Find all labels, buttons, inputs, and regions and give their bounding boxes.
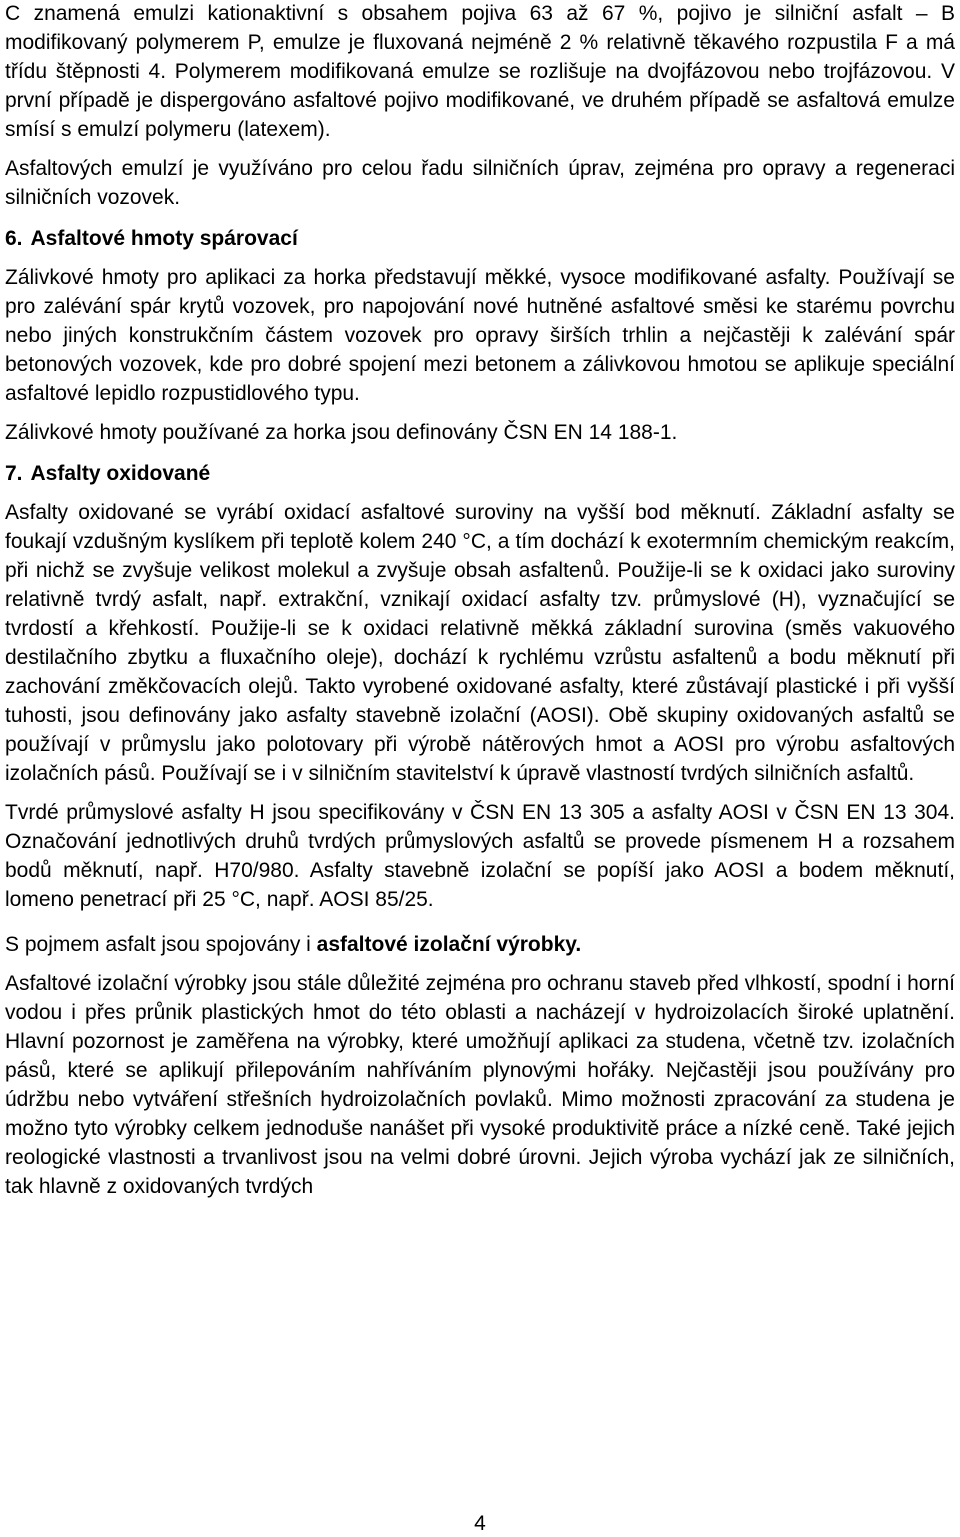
section-7-title: Asfalty oxidované bbox=[30, 462, 211, 485]
intro-lead-text: S pojmem asfalt jsou spojovány i bbox=[5, 933, 317, 956]
paragraph-sealants: Zálivkové hmoty pro aplikaci za horka představují měkké, vysoce modifikované asfalty. Používají se pro zalévání spár krytů vozovek, pro napojování nové hutněné asfaltové směsi ke starému povrchu nebo jiných konstrukčním částem vozovek pro opravy širších trhlin a nejčastěji k zalévání spár betonových vozovek, kde pro dobré spojení mezi betonem a zálivkovou hmotou se aplikuje speciální asfaltové lepidlo rozpustidlového typu. bbox=[5, 266, 955, 405]
page-number: 4 bbox=[474, 1512, 486, 1535]
section-6-heading bbox=[5, 224, 955, 253]
paragraph-insulation-products-intro bbox=[5, 930, 955, 959]
document-page bbox=[5, 0, 955, 1201]
intro-bold-term: asfaltové izolační výrobky. bbox=[316, 933, 582, 956]
paragraph-insulation-products: Asfaltové izolační výrobky jsou stále důležité zejména pro ochranu staveb před vlhkostí, spodní i horní vodou i přes průnik plastických hmot do této oblasti a nacházejí v hydroizolacích široké uplatnění. Hlavní pozornost je zaměřena na výrobky, které umožňují aplikaci za studena, včetně tzv. izolačních pásů, které se aplikují přilepováním nahříváním plynovými hořáky. Nejčastěji jsou používány pro údržbu nebo vytváření střešních hydroizolačních povlaků. Mimo možnosti zpracování za studena je možno tyto výrobky celkem jednoduše nanášet při vysoké produktivitě práce a nízké ceně. Také jejich reologické vlastnosti a trvanlivost jsou na velmi dobré úrovni. Jejich výroba vychází jak ze silničních, tak hlavně z oxidovaných tvrdých bbox=[5, 972, 955, 1198]
section-7-heading bbox=[5, 459, 955, 488]
paragraph-emulsion-usage: Asfaltových emulzí je využíváno pro celou řadu silničních úprav, zejména pro opravy a regeneraci silničních vozovek. bbox=[5, 157, 955, 209]
paragraph-hard-asphalt-standards: Tvrdé průmyslové asfalty H jsou specifikovány v ČSN EN 13 305 a asfalty AOSI v ČSN EN 13 304. Označování jednotlivých druhů tvrdých průmyslových asfaltů se provede písmenem H a rozsahem bodů měknutí, např. H70/980. Asfalty stavebně izolační se popíší jako AOSI a bodem měknutí, lomeno penetrací při 25 °C, např. AOSI 85/25. bbox=[5, 801, 955, 911]
paragraph-emulsion-definition: C znamená emulzi kationaktivní s obsahem pojiva 63 až 67 %, pojivo je silniční asfalt – B modifikovaný polymerem P, emulze je fluxovaná nejméně 2 % relativně těkavého rozpustila F a má třídu štěpnosti 4. Polymerem modifikovaná emulze se rozlišuje na dvojfázovou nebo trojfázovou. V první případě je dispergováno asfaltové pojivo modifikované, ve druhém případě se asfaltová emulze smísí s emulzí polymeru (latexem). bbox=[5, 2, 955, 141]
paragraph-sealants-standard: Zálivkové hmoty používané za horka jsou definovány ČSN EN 14 188-1. bbox=[5, 421, 678, 444]
section-6-number: 6. bbox=[5, 227, 23, 250]
section-6-title: Asfaltové hmoty spárovací bbox=[30, 227, 298, 250]
paragraph-oxidized-asphalt: Asfalty oxidované se vyrábí oxidací asfaltové suroviny na vyšší bod měknutí. Základní asfalty se foukají vzdušným kyslíkem při teplotě kolem 240 °C, a tím dochází k exotermním chemickým reakcím, při nichž se zvyšuje velikost molekul a zvyšuje obsah asfaltenů. Použije-li se k oxidaci jako suroviny relativně tvrdý asfalt, např. extrakční, vznikají oxidací asfalty tzv. průmyslové (H), vyznačující se tvrdostí a křehkostí. Použije-li se k oxidaci relativně měkká základní surovina (směs vakuového destilačního zbytku a fluxačního oleje), dochází k rychlému vzrůstu asfaltenů a bodu měknutí při zachování změkčovacích olejů. Takto vyrobené oxidované asfalty, které zůstávají plastické i při vyšší tuhosti, jsou definovány jako asfalty stavebně izolační (AOSI). Obě skupiny oxidovaných asfaltů se používají v průmyslu jako polotovary při výrobě nátěrových hmot a AOSI pro výrobu asfaltových izolačních pásů. Používají se i v silničním stavitelství k úpravě vlastností tvrdých silničních asfaltů. bbox=[5, 501, 955, 785]
section-7-number: 7. bbox=[5, 462, 23, 485]
